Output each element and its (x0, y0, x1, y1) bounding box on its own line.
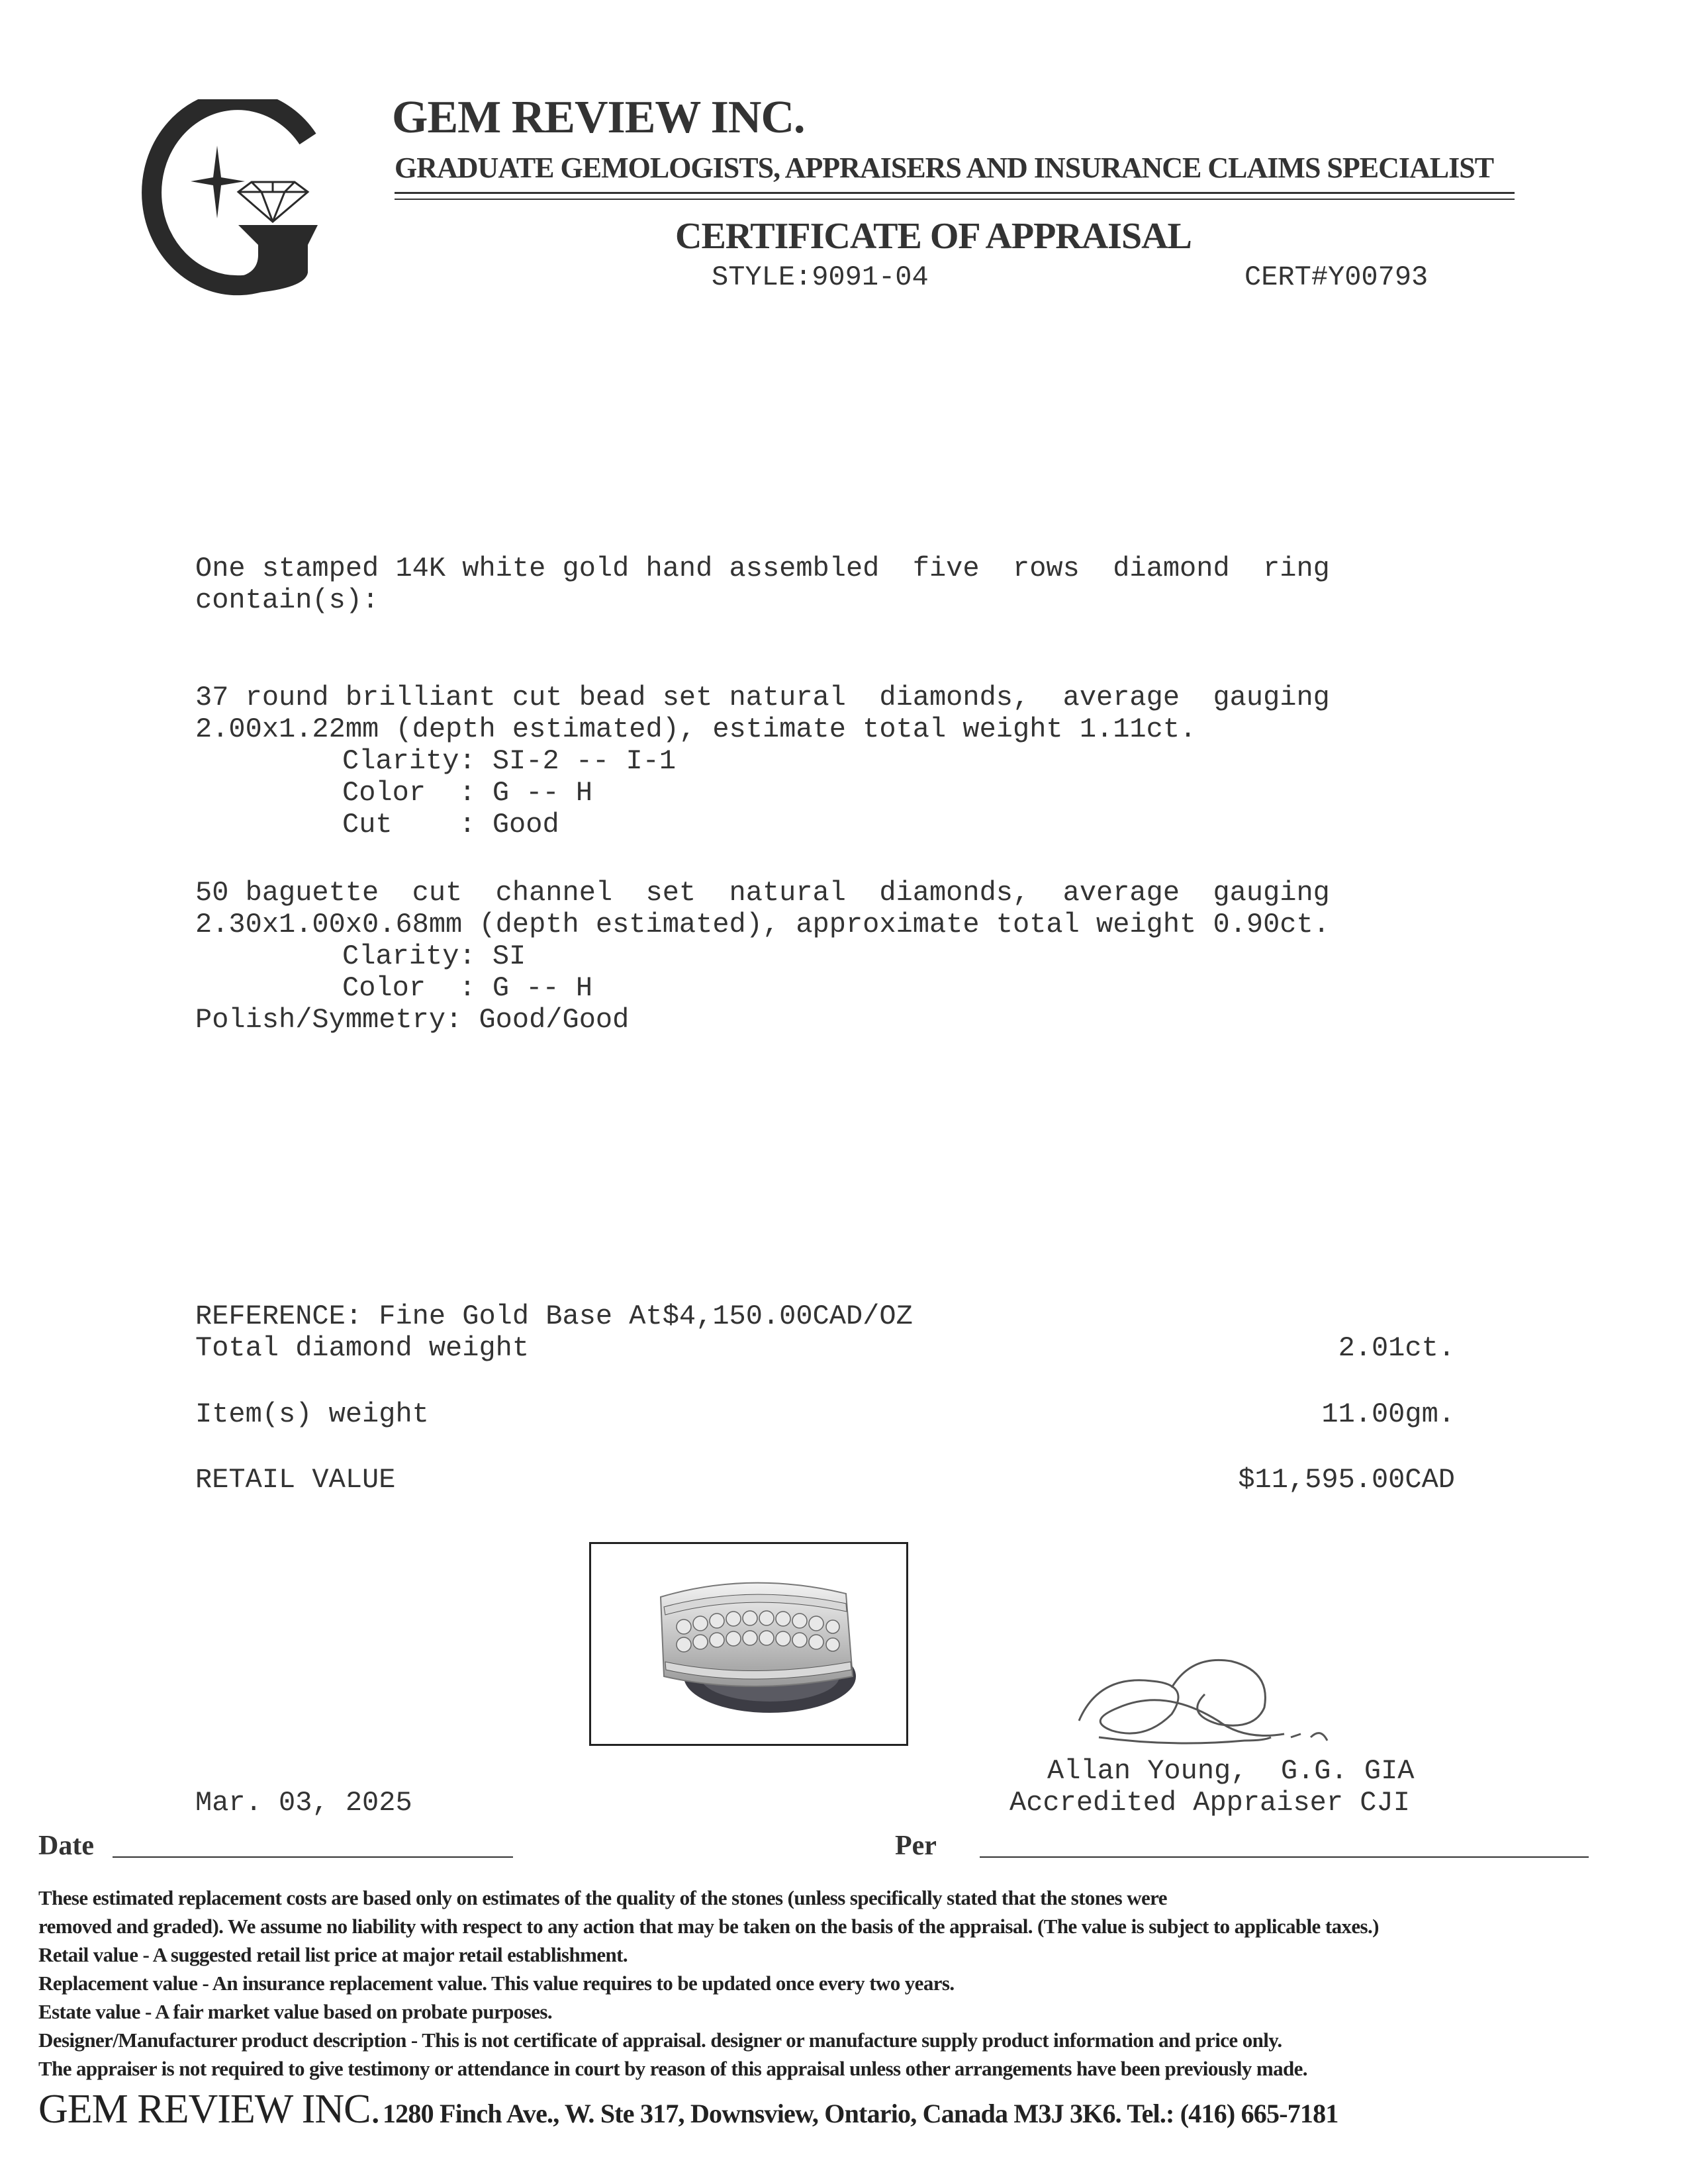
description-line-1: One stamped 14K white gold hand assembled five rows diamond ring (195, 553, 1330, 584)
round-diamonds-line-1: 37 round brilliant cut bead set natural diamonds, average gauging (195, 682, 1330, 713)
header-rule-bottom (395, 199, 1515, 200)
disclaimer-line-7: The appraiser is not required to give testimony or attendance in court by reason of this appraisal unless other arrangements have been previously made. (38, 2057, 1307, 2080)
company-tagline: GRADUATE GEMOLOGISTS, APPRAISERS AND INSURANCE CLAIMS SPECIALIST (395, 152, 1494, 184)
baguette-diamonds-line-2: 2.30x1.00x0.68mm (depth estimated), approximate total weight 0.90ct. (195, 909, 1330, 940)
description-line-2: contain(s): (195, 584, 379, 616)
retail-value-amount: $11,595.00CAD (1238, 1464, 1455, 1496)
round-color: Color : G -- H (342, 777, 593, 809)
appraiser-name: Allan Young, G.G. GIA (1047, 1755, 1415, 1787)
date-line (113, 1856, 513, 1858)
ring-photo-frame (589, 1542, 908, 1746)
header-rule-top (395, 192, 1515, 194)
footer-company: GEM REVIEW INC. (38, 2087, 380, 2132)
round-cut: Cut : Good (342, 809, 559, 841)
per-line (980, 1856, 1589, 1858)
company-name: GEM REVIEW INC. (392, 92, 805, 143)
appraiser-title: Accredited Appraiser CJI (1009, 1787, 1410, 1819)
disclaimer-line-5: Estate value - A fair market value based on probate purposes. (38, 2000, 553, 2023)
appraisal-date: Mar. 03, 2025 (195, 1787, 412, 1819)
disclaimer-line-3: Retail value - A suggested retail list price at major retail establishment. (38, 1943, 628, 1966)
baguette-diamonds-line-1: 50 baguette cut channel set natural diamonds, average gauging (195, 877, 1330, 909)
disclaimer-line-6: Designer/Manufacturer product description - This is not certificate of appraisal. designer or manufacture supply product information and price only. (38, 2028, 1282, 2052)
total-diamond-weight-value: 2.01ct. (1338, 1332, 1455, 1364)
item-weight-label: Item(s) weight (195, 1398, 429, 1430)
appraiser-signature (1072, 1648, 1377, 1760)
disclaimer-line-2: removed and graded). We assume no liability with respect to any action that may be taken on the basis of the appraisal. (The value is subject to applicable taxes.) (38, 1915, 1379, 1938)
style-number: STYLE:9091-04 (712, 261, 929, 293)
item-weight-value: 11.00gm. (1321, 1398, 1455, 1430)
certificate-number: CERT#Y00793 (1244, 261, 1429, 293)
gold-reference: REFERENCE: Fine Gold Base At$4,150.00CAD/OZ (195, 1300, 913, 1332)
polish-symmetry: Polish/Symmetry: Good/Good (195, 1004, 630, 1036)
ring-photo (591, 1544, 906, 1744)
total-diamond-weight-label: Total diamond weight (195, 1332, 530, 1364)
round-clarity: Clarity: SI-2 -- I-1 (342, 745, 677, 777)
per-label: Per (895, 1831, 937, 1861)
baguette-clarity: Clarity: SI (342, 940, 526, 972)
footer (38, 2086, 1338, 2133)
round-diamonds-line-2: 2.00x1.22mm (depth estimated), estimate total weight 1.11ct. (195, 713, 1197, 745)
certificate-title: CERTIFICATE OF APPRAISAL (675, 216, 1192, 257)
company-logo (139, 99, 331, 301)
footer-address: 1280 Finch Ave., W. Ste 317, Downsview, Ontario, Canada M3J 3K6. Tel.: (416) 665-7181 (382, 2099, 1338, 2128)
baguette-color: Color : G -- H (342, 972, 593, 1004)
retail-value-label: RETAIL VALUE (195, 1464, 396, 1496)
date-label: Date (38, 1831, 94, 1861)
disclaimer-line-4: Replacement value - An insurance replacement value. This value requires to be updated once every two years. (38, 1972, 955, 1995)
disclaimer-line-1: These estimated replacement costs are based only on estimates of the quality of the stones (unless specifically stated that the stones were (38, 1886, 1167, 1909)
